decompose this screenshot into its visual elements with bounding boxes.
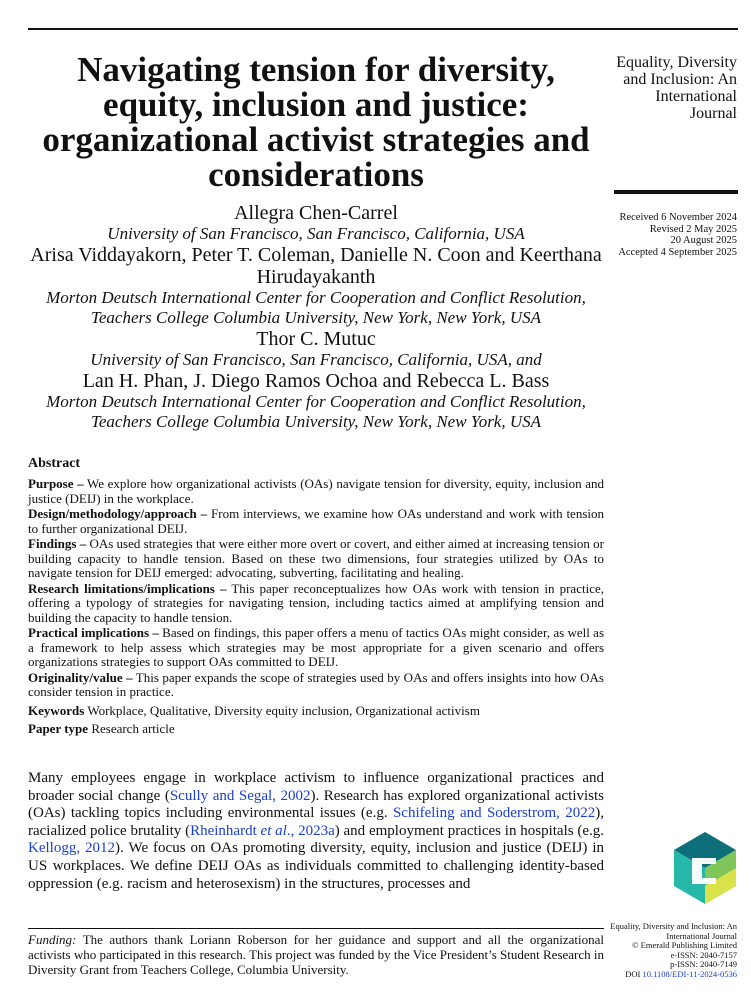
abstract-text: Based on findings, this paper offers a menu of tactics OAs might consider, as well as a framework to help assess which strategies may be most appropriate for a given scenario and offers organizations strategies to support OAs committed to DEIJ. bbox=[28, 625, 605, 669]
funding-note bbox=[28, 932, 604, 977]
pubinfo-doi bbox=[600, 970, 737, 980]
citation-author: Rheinhardt bbox=[190, 822, 261, 839]
journal-name-line: International bbox=[655, 88, 737, 105]
paper-type-label: Paper type bbox=[28, 721, 89, 736]
paper-type bbox=[28, 722, 604, 737]
citation-link[interactable] bbox=[190, 823, 335, 839]
citation-link[interactable]: Kellogg, 2012 bbox=[28, 840, 116, 857]
body-text: ) and employment practices in hospitals (e.g. bbox=[334, 822, 604, 839]
pubinfo-line: e-ISSN: 2040-7157 bbox=[670, 949, 737, 960]
abstract-purpose bbox=[28, 477, 604, 506]
abstract-text: OAs used strategies that were either more overt or covert, and either aimed at increasing tension or building capacity to handle tension. Based on these two dimensions, four strategies utilized by OAs to navigate tension for DEIJ emerged: advocating, subverting, facilitating and healing. bbox=[28, 536, 605, 580]
body-paragraph bbox=[28, 770, 604, 893]
keywords bbox=[28, 704, 604, 719]
journal-name bbox=[606, 54, 737, 122]
keywords-label: Keywords bbox=[28, 702, 85, 718]
abstract-label: Design/methodology/approach – bbox=[28, 506, 208, 521]
author-names: Allegra Chen-Carrel bbox=[234, 202, 398, 224]
author-affiliation: University of San Francisco, San Francisco, California, USA, and bbox=[90, 350, 542, 369]
abstract-text: This paper expands the scope of strategies used by OAs and offers insights into how OAs consider tension in practice. bbox=[28, 669, 604, 699]
abstract-label: Practical implications – bbox=[28, 625, 159, 640]
pubinfo-line: Equality, Diversity and Inclusion: An bbox=[610, 921, 737, 931]
revised-date-2: 20 August 2025 bbox=[670, 235, 737, 246]
author-affiliation: University of San Francisco, San Francisco, California, USA bbox=[107, 224, 525, 243]
journal-rule bbox=[614, 190, 738, 194]
abstract-originality bbox=[28, 671, 604, 700]
abstract-limitations bbox=[28, 582, 604, 626]
pubinfo-line: p-ISSN: 2040-7149 bbox=[670, 959, 737, 970]
abstract-label: Findings – bbox=[28, 536, 87, 551]
author-block bbox=[28, 202, 604, 432]
emerald-logo bbox=[672, 830, 738, 906]
abstract-heading: Abstract bbox=[28, 456, 81, 471]
author-names: Arisa Viddayakorn, Peter T. Coleman, Danielle N. Coon and Keerthana Hirudayakanth bbox=[30, 244, 602, 288]
abstract-label: Purpose – bbox=[28, 476, 84, 491]
funding-label: Funding: bbox=[28, 932, 77, 947]
author-names: Thor C. Mutuc bbox=[256, 328, 376, 350]
abstract-text: We explore how organizational activists (OAs) navigate tension for diversity, equity, inclusion and justice (DEIJ) in the workplace. bbox=[28, 476, 605, 506]
citation-etal: et al bbox=[260, 822, 287, 839]
author-affiliation: Morton Deutsch International Center for Cooperation and Conflict Resolution, Teachers College Columbia University, New York, New York, USA bbox=[46, 288, 586, 327]
abstract-findings bbox=[28, 537, 604, 581]
article-title: Navigating tension for diversity, equity, inclusion and justice: organizational activist strategies and considerations bbox=[42, 50, 590, 194]
revised-date: Revised 2 May 2025 bbox=[649, 223, 737, 235]
journal-name-line: and Inclusion: An bbox=[623, 71, 737, 88]
abstract-text: This paper reconceptualizes how OAs work with tension in practice, offering a typology of strategies for navigating tension, including tactics aimed at amplifying tension and building the capacity to handle tension. bbox=[28, 580, 604, 625]
publication-info bbox=[600, 922, 737, 980]
pubinfo-line: © Emerald Publishing Limited bbox=[632, 940, 737, 951]
accepted-date: Accepted 4 September 2025 bbox=[618, 246, 737, 258]
citation-link[interactable]: Schifeling and Soderstrom, 2022 bbox=[392, 805, 596, 822]
body-text: ). Research has explored organizational activists (OAs) tackling topics including environmental issues (e.g. bbox=[28, 787, 604, 822]
keywords-text: Workplace, Qualitative, Diversity equity inclusion, Organizational activism bbox=[87, 702, 480, 718]
abstract-label: Originality/value – bbox=[28, 669, 133, 685]
article-dates bbox=[606, 212, 737, 258]
abstract-label: Research limitations/implications – bbox=[28, 580, 227, 596]
doi-link[interactable]: 10.1108/EDI-11-2024-0536 bbox=[642, 968, 737, 979]
doi-label: DOI bbox=[625, 968, 641, 979]
body-text: Many employees engage in workplace activism to influence organizational practices and broader social change ( bbox=[28, 770, 604, 804]
footnote-rule bbox=[28, 928, 604, 929]
paper-type-text: Research article bbox=[91, 721, 175, 736]
journal-name-line: Journal bbox=[689, 105, 737, 122]
author-affiliation: Morton Deutsch International Center for Cooperation and Conflict Resolution, Teachers College Columbia University, New York, New York, USA bbox=[46, 392, 586, 431]
top-rule bbox=[28, 28, 738, 30]
body-text: ). We focus on OAs promoting diversity, equity, inclusion and justice (DEIJ) in US workplaces. We define DEIJ OAs as individuals committed to challenging identity-based oppression (e.g. racism and heterosexism) in the structures, processes and bbox=[28, 840, 604, 892]
pubinfo-line: International Journal bbox=[666, 930, 737, 941]
funding-text: The authors thank Loriann Roberson for her guidance and support and all the organizational activists who participated in this research. This project was funded by the Vice President’s Student Research in Diversity Grant from Teachers College, Columbia University. bbox=[28, 932, 605, 977]
abstract-design bbox=[28, 507, 604, 536]
abstract bbox=[28, 456, 604, 738]
citation-year: ., 2023a bbox=[286, 822, 335, 839]
abstract-practical bbox=[28, 626, 604, 670]
journal-name-line: Equality, Diversity bbox=[616, 54, 737, 71]
citation-link[interactable]: Scully and Segal, 2002 bbox=[169, 787, 311, 804]
author-names: Lan H. Phan, J. Diego Ramos Ochoa and Rebecca L. Bass bbox=[82, 370, 550, 392]
abstract-text: From interviews, we examine how OAs understand and work with tension to further organizational DEIJ. bbox=[28, 506, 605, 536]
received-date: Received 6 November 2024 bbox=[619, 212, 737, 223]
body-text: ), racialized police brutality ( bbox=[28, 805, 604, 839]
